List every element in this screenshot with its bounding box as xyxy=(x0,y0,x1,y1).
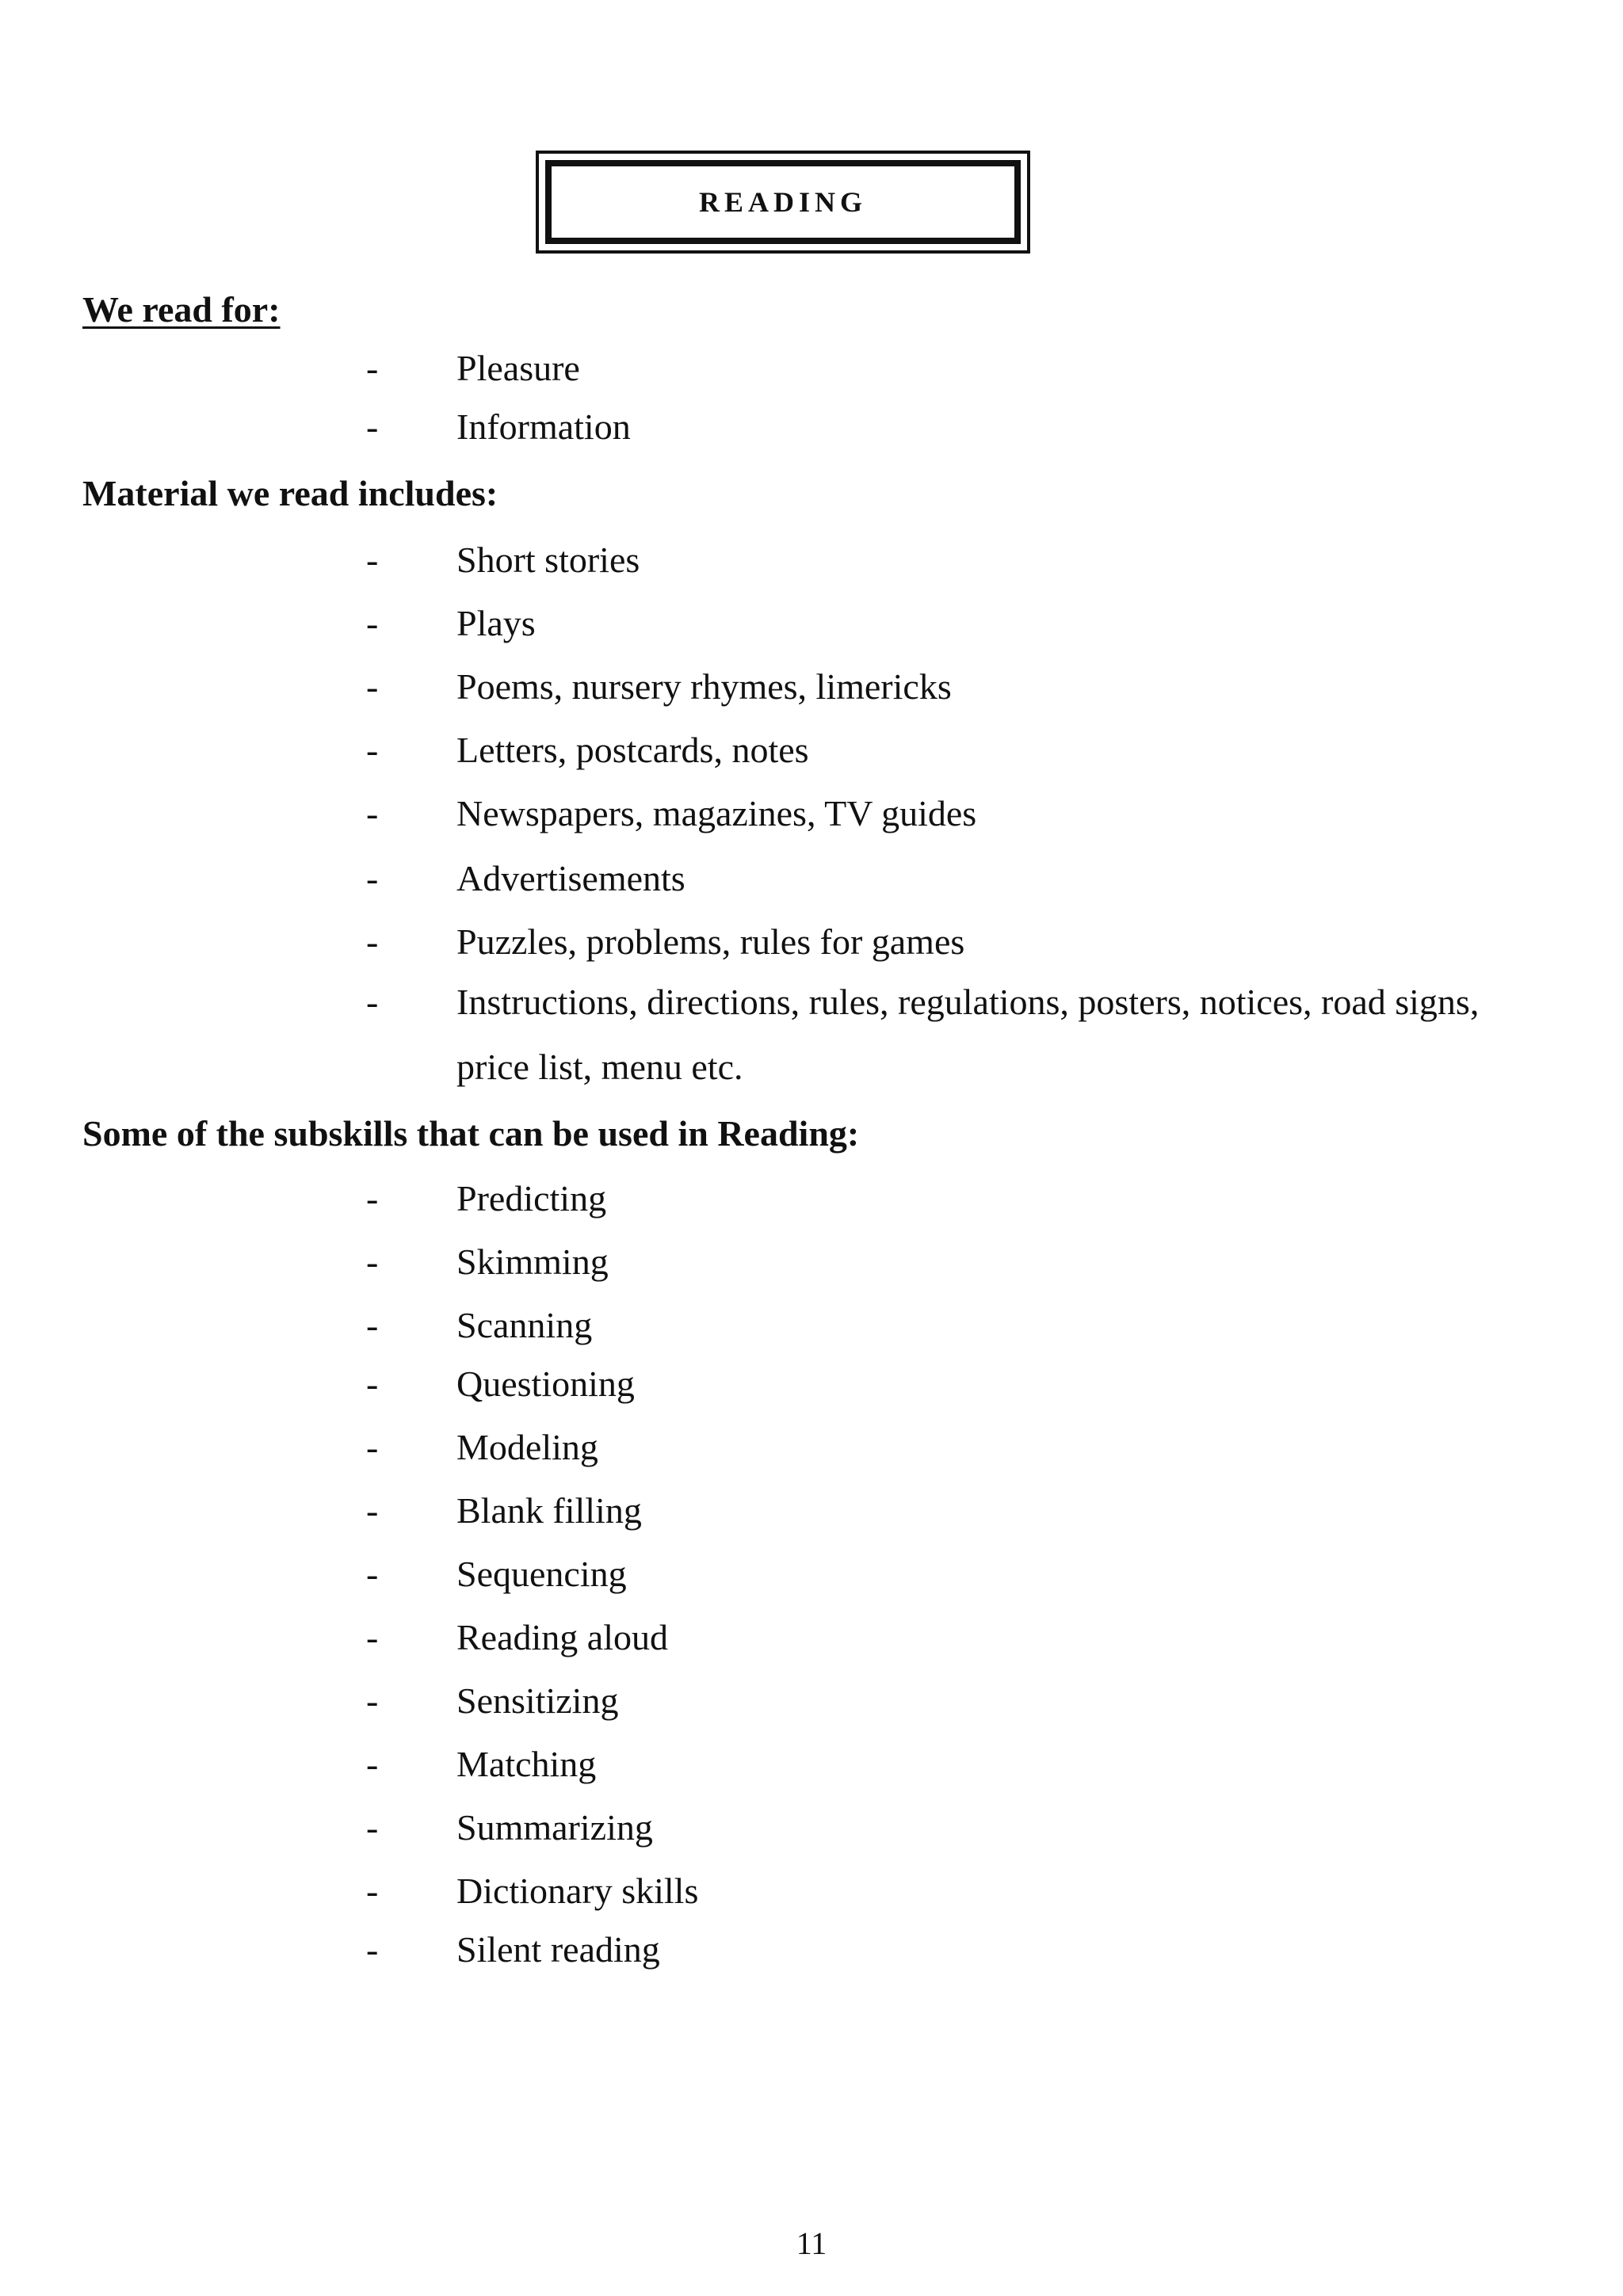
list-item-text: Blank filling xyxy=(456,1490,642,1531)
list-item-text: Sequencing xyxy=(456,1554,627,1594)
list-dash: - xyxy=(366,1617,379,1657)
list-item-text: Plays xyxy=(456,603,536,643)
list-dash: - xyxy=(366,1871,379,1911)
list-dash: - xyxy=(366,858,379,898)
list-dash: - xyxy=(366,730,379,770)
list-dash: - xyxy=(366,793,379,833)
list-item-text: Silent reading xyxy=(456,1929,660,1970)
list-dash: - xyxy=(366,666,379,707)
list-item-text: Modeling xyxy=(456,1427,598,1467)
page-title: READING xyxy=(698,186,867,218)
list-item-text: price list, menu etc. xyxy=(456,1047,743,1087)
list-dash: - xyxy=(366,1807,379,1848)
list-item-text: Sensitizing xyxy=(456,1680,619,1721)
list-item-text: Newspapers, magazines, TV guides xyxy=(456,793,977,833)
title-inner-border xyxy=(545,160,1021,244)
list-dash: - xyxy=(366,982,379,1022)
list-item-text: Summarizing xyxy=(456,1807,653,1848)
title-frame xyxy=(536,151,1030,254)
list-dash: - xyxy=(366,1178,379,1219)
list-dash: - xyxy=(366,1744,379,1784)
list-item-text: Poems, nursery rhymes, limericks xyxy=(456,666,952,707)
list-dash: - xyxy=(366,1680,379,1721)
list-item-text: Puzzles, problems, rules for games xyxy=(456,921,965,962)
list-dash: - xyxy=(366,1241,379,1282)
list-dash: - xyxy=(366,603,379,643)
list-dash: - xyxy=(366,1929,379,1970)
page-number: 11 xyxy=(796,2225,827,2261)
list-item-text: Reading aloud xyxy=(456,1617,668,1657)
list-dash: - xyxy=(366,406,379,447)
list-dash: - xyxy=(366,1554,379,1594)
list-dash: - xyxy=(366,348,379,388)
list-item-text: Scanning xyxy=(456,1305,593,1345)
section-heading-material: Material we read includes: xyxy=(82,473,498,513)
section-heading-subskills: Some of the subskills that can be used in Reading: xyxy=(82,1113,860,1154)
list-item-text: Predicting xyxy=(456,1178,607,1219)
list-dash: - xyxy=(366,1305,379,1345)
list-item-text: Dictionary skills xyxy=(456,1871,699,1911)
list-item-text: Instructions, directions, rules, regulations, posters, notices, road signs, xyxy=(456,982,1480,1022)
section-heading-we-read-for: We read for: xyxy=(82,289,281,330)
list-dash: - xyxy=(366,1363,379,1404)
list-item-text: Information xyxy=(456,406,631,447)
list-item-text: Letters, postcards, notes xyxy=(456,730,809,770)
list-dash: - xyxy=(366,921,379,962)
list-item-text: Skimming xyxy=(456,1241,609,1282)
list-dash: - xyxy=(366,1490,379,1531)
list-item-text: Questioning xyxy=(456,1363,635,1404)
list-dash: - xyxy=(366,1427,379,1467)
list-item-text: Advertisements xyxy=(456,858,685,898)
list-item-text: Short stories xyxy=(456,540,640,580)
list-dash: - xyxy=(366,540,379,580)
list-item-text: Pleasure xyxy=(456,348,580,388)
list-item-text: Matching xyxy=(456,1744,597,1784)
